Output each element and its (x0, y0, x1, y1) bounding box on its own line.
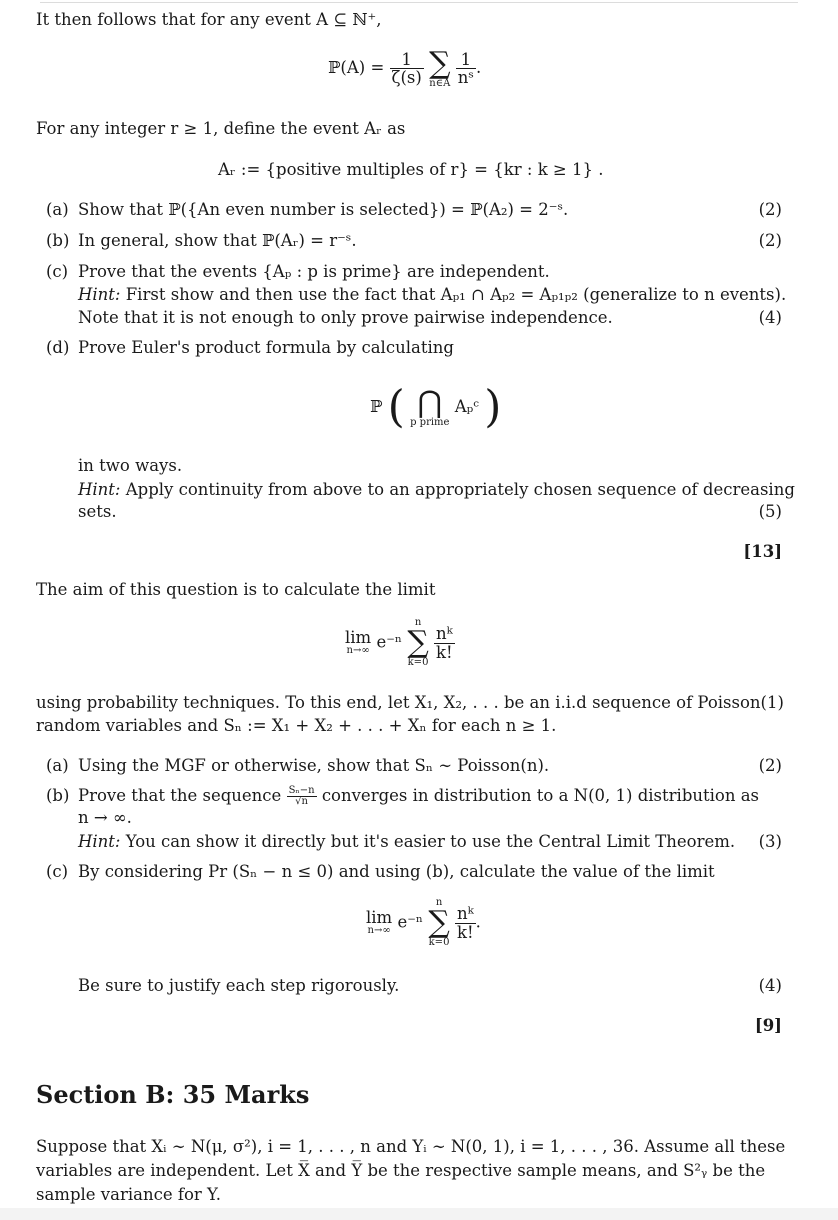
q1-c-marks: (4) (758, 308, 782, 327)
sum-symbol: n ∑ k=0 (428, 897, 450, 948)
define-event-line: For any integer r ≥ 1, define the event Aᵣ as (36, 119, 406, 138)
q2-b-hint: Hint: You can show it directly but it's easier to use the Central Limit Theorem. (78, 832, 736, 851)
section-b-line3: sample variance for Y. (36, 1185, 222, 1204)
q1-a-text: Show that ℙ({An even number is selected}) = ℙ(A₂) = 2⁻ˢ. (78, 200, 569, 219)
bottom-bar (0, 1208, 838, 1220)
top-divider (40, 2, 798, 3)
q1-a-label: (a) (46, 200, 69, 219)
q2-total-marks: [9] (754, 1016, 782, 1035)
q1-d-marks: (5) (758, 502, 782, 521)
q2-body-line1: using probability techniques. To this end, let X₁, X₂, . . . be an i.i.d sequence of Poisson(1) (36, 693, 784, 712)
limit-display-2: lim n→∞ e⁻ⁿ n ∑ k=0 $\frac{\text{nᵏ}}{k!}$ . (366, 897, 481, 948)
sum-symbol: ∑ n∈A (429, 45, 451, 89)
intersection-symbol: ⋂ p prime (410, 384, 450, 428)
q2-b-line2: n → ∞. (78, 808, 132, 827)
zeta-fraction: $\frac{1}{\zeta(s)}$ (391, 49, 422, 87)
hint-word: Hint: (78, 285, 121, 304)
q1-a-marks: (2) (758, 200, 782, 219)
q1-d-label: (d) (46, 338, 70, 357)
q2-b-label: (b) (46, 786, 70, 805)
hint-word: Hint: (78, 832, 121, 851)
q1-b-label: (b) (46, 231, 70, 250)
q2-b-text: Prove that the sequence $\frac{\text{Sₙ−n}}{√n}$ converges in distribution to a N(0, 1) distribution as (78, 784, 760, 807)
section-b-line2: variables are independent. Let X̅ and Y̅ be the respective sample means, and S²ᵧ be the (36, 1161, 766, 1180)
intro-line: It then follows that for any event A ⊆ ℕ⁺, (36, 10, 382, 29)
event-definition: Aᵣ := {positive multiples of r} = {kr : k ≥ 1} . (218, 160, 604, 179)
q1-total-marks: [13] (743, 542, 782, 561)
q1-b-text: In general, show that ℙ(Aᵣ) = r⁻ˢ. (78, 231, 357, 250)
q2-body-line2: random variables and Sₙ := X₁ + X₂ + . . . + Xₙ for each n ≥ 1. (36, 716, 557, 735)
q1-c-note: Note that it is not enough to only prove pairwise independence. (78, 308, 613, 327)
section-heading: Section B: 35 Marks (36, 1080, 310, 1109)
q2-b-marks: (3) (758, 832, 782, 851)
q1-c-hint: Hint: First show and then use the fact that Aₚ₁ ∩ Aₚ₂ = Aₚ₁ₚ₂ (generalize to n events). (78, 285, 787, 304)
prob-lhs: ℙ(A) = (328, 58, 385, 77)
q2-a-text: Using the MGF or otherwise, show that Sₙ ∼ Poisson(n). (78, 756, 550, 775)
q1-c-text: Prove that the events {Aₚ : p is prime} are independent. (78, 262, 550, 281)
sum-symbol: n ∑ k=0 (407, 617, 429, 668)
q1-d-hint: Hint: Apply continuity from above to an appropriately chosen sequence of decreasing (78, 480, 795, 499)
q2-a-label: (a) (46, 756, 69, 775)
probability-formula: ℙ(A) = $\frac{1}{\zeta(s)}$ ∑ n∈A $\frac{1}{\text{nˢ}}$ . (328, 45, 482, 89)
q2-a-marks: (2) (758, 756, 782, 775)
q2-c-label: (c) (46, 862, 69, 881)
section-b-line1: Suppose that Xᵢ ∼ N(μ, σ²), i = 1, . . . , n and Yᵢ ∼ N(0, 1), i = 1, . . . , 36. Assume all these (36, 1137, 786, 1156)
q1-d-hint2: sets. (78, 502, 117, 521)
q1-b-marks: (2) (758, 231, 782, 250)
euler-display: ℙ ( ⋂ p prime Aₚᶜ ) (370, 381, 502, 433)
q1-c-label: (c) (46, 262, 69, 281)
q1-d-text: Prove Euler's product formula by calculating (78, 338, 454, 357)
limit-display: lim n→∞ e⁻ⁿ n ∑ k=0 $\frac{\text{nᵏ}}{k!}$ (345, 617, 453, 668)
q2-c-marks: (4) (758, 976, 782, 995)
term-fraction: $\frac{1}{\text{nˢ}}$ (457, 49, 474, 87)
q1-d-line2: in two ways. (78, 456, 183, 475)
q2-c-text: By considering Pr (Sₙ − n ≤ 0) and using (b), calculate the value of the limit (78, 862, 715, 881)
q2-c-line2: Be sure to justify each step rigorously. (78, 976, 400, 995)
q2-intro: The aim of this question is to calculate the limit (36, 580, 436, 599)
hint-word: Hint: (78, 480, 121, 499)
